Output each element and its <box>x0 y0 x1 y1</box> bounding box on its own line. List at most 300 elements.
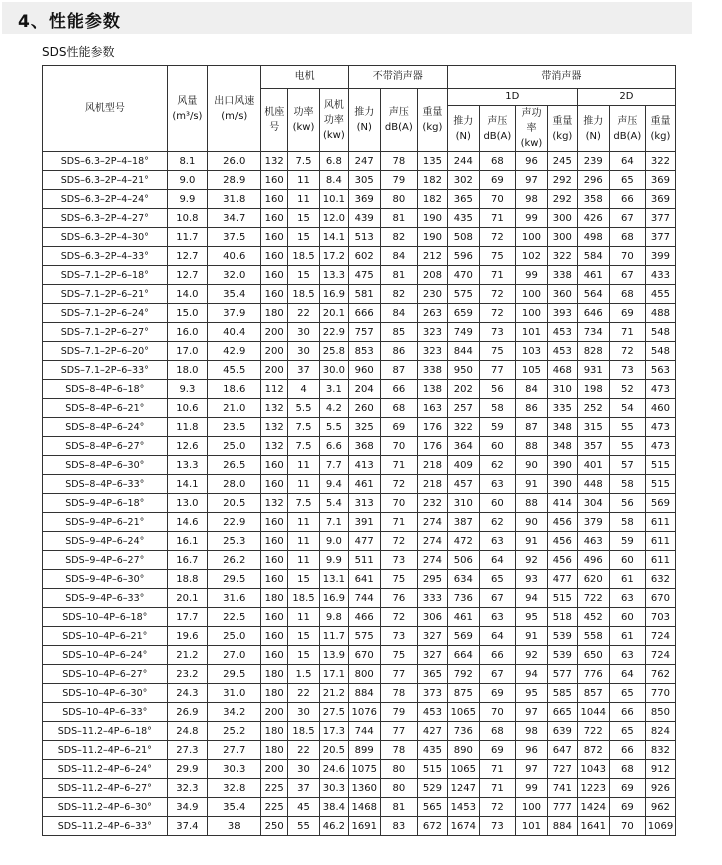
table-cell: 577 <box>547 665 577 684</box>
table-row <box>43 342 676 361</box>
table-cell: 68 <box>609 228 645 247</box>
table-cell: 11 <box>288 171 320 190</box>
table-cell: 17.1 <box>319 665 348 684</box>
model-cell: SDS–10–4P–6–24° <box>43 646 168 665</box>
table-cell: 724 <box>645 627 675 646</box>
table-cell: 727 <box>547 760 577 779</box>
table-cell: 97 <box>515 171 547 190</box>
table-cell: 160 <box>261 209 288 228</box>
table-cell: 180 <box>261 304 288 323</box>
table-cell: 24.3 <box>167 684 207 703</box>
table-cell: 70 <box>479 190 515 209</box>
header-1d-weight: 重量 (kg) <box>547 106 577 152</box>
table-cell: 632 <box>645 570 675 589</box>
table-cell: 14.6 <box>167 513 207 532</box>
table-cell: 5.5 <box>319 418 348 437</box>
table-cell: 452 <box>577 608 609 627</box>
table-cell: 611 <box>645 532 675 551</box>
table-cell: 92 <box>515 646 547 665</box>
table-cell: 87 <box>380 361 417 380</box>
table-cell: 1360 <box>348 779 380 798</box>
table-cell: 912 <box>645 760 675 779</box>
table-cell: 230 <box>417 285 447 304</box>
table-cell: 513 <box>348 228 380 247</box>
table-cell: 31.8 <box>208 190 261 209</box>
model-cell: SDS–11.2–4P–6–27° <box>43 779 168 798</box>
table-cell: 31.0 <box>208 684 261 703</box>
table-cell: 112 <box>261 380 288 399</box>
table-row <box>43 323 676 342</box>
table-cell: 926 <box>645 779 675 798</box>
table-cell: 322 <box>547 247 577 266</box>
table-cell: 56 <box>609 494 645 513</box>
table-cell: 180 <box>261 741 288 760</box>
table-cell: 369 <box>645 171 675 190</box>
table-cell: 71 <box>479 760 515 779</box>
table-cell: 672 <box>417 817 447 836</box>
table-cell: 7.7 <box>319 456 348 475</box>
table-cell: 218 <box>417 475 447 494</box>
table-cell: 373 <box>417 684 447 703</box>
table-cell: 496 <box>577 551 609 570</box>
model-cell: SDS–10–4P–6–18° <box>43 608 168 627</box>
model-cell: SDS–11.2–4P–6–21° <box>43 741 168 760</box>
table-cell: 11 <box>288 475 320 494</box>
table-cell: 66 <box>380 380 417 399</box>
table-cell: 70 <box>609 817 645 836</box>
table-cell: 72 <box>479 285 515 304</box>
table-cell: 190 <box>417 209 447 228</box>
table-cell: 10.6 <box>167 399 207 418</box>
table-cell: 456 <box>547 532 577 551</box>
header-power: 功率 (kw) <box>288 89 320 152</box>
table-cell: 263 <box>417 304 447 323</box>
table-cell: 132 <box>261 152 288 171</box>
model-cell: SDS–6.3–2P–4–27° <box>43 209 168 228</box>
table-cell: 92 <box>515 551 547 570</box>
table-cell: 45.5 <box>208 361 261 380</box>
table-cell: 377 <box>645 209 675 228</box>
table-cell: 1075 <box>348 760 380 779</box>
table-cell: 565 <box>417 798 447 817</box>
table-cell: 180 <box>261 722 288 741</box>
table-row <box>43 171 676 190</box>
table-cell: 323 <box>417 323 447 342</box>
table-cell: 8.4 <box>319 171 348 190</box>
table-cell: 91 <box>515 475 547 494</box>
table-cell: 69 <box>380 418 417 437</box>
table-cell: 198 <box>577 380 609 399</box>
table-cell: 1468 <box>348 798 380 817</box>
table-cell: 160 <box>261 247 288 266</box>
model-cell: SDS–8–4P–6–27° <box>43 437 168 456</box>
table-cell: 63 <box>609 646 645 665</box>
table-cell: 160 <box>261 456 288 475</box>
table-cell: 11 <box>288 190 320 209</box>
table-cell: 37.4 <box>167 817 207 836</box>
table-cell: 473 <box>645 380 675 399</box>
table-cell: 13.9 <box>319 646 348 665</box>
table-cell: 12.0 <box>319 209 348 228</box>
section-title: 4、性能参数 <box>18 12 121 32</box>
table-cell: 453 <box>547 323 577 342</box>
table-cell: 79 <box>380 171 417 190</box>
table-cell: 257 <box>447 399 479 418</box>
table-cell: 99 <box>515 266 547 285</box>
table-cell: 26.2 <box>208 551 261 570</box>
table-cell: 300 <box>547 228 577 247</box>
table-cell: 22 <box>288 304 320 323</box>
table-cell: 69 <box>609 304 645 323</box>
table-cell: 9.9 <box>167 190 207 209</box>
table-cell: 401 <box>577 456 609 475</box>
table-row <box>43 380 676 399</box>
table-cell: 160 <box>261 285 288 304</box>
table-cell: 518 <box>547 608 577 627</box>
table-cell: 736 <box>447 589 479 608</box>
table-cell: 71 <box>380 456 417 475</box>
table-cell: 10.1 <box>319 190 348 209</box>
table-cell: 17.0 <box>167 342 207 361</box>
table-cell: 470 <box>447 266 479 285</box>
table-cell: 66 <box>609 190 645 209</box>
model-cell: SDS–6.3–2P–4–33° <box>43 247 168 266</box>
table-cell: 3.1 <box>319 380 348 399</box>
table-cell: 58 <box>609 475 645 494</box>
table-cell: 1043 <box>577 760 609 779</box>
model-cell: SDS–9–4P–6–27° <box>43 551 168 570</box>
table-cell: 777 <box>547 798 577 817</box>
table-cell: 54 <box>609 399 645 418</box>
table-cell: 95 <box>515 684 547 703</box>
table-cell: 7.5 <box>288 152 320 171</box>
table-caption: SDS性能参数 <box>42 45 115 59</box>
table-cell: 468 <box>547 361 577 380</box>
table-cell: 14.1 <box>167 475 207 494</box>
table-cell: 368 <box>348 437 380 456</box>
header-2d-thrust: 推力 (N) <box>577 106 609 152</box>
table-cell: 358 <box>577 190 609 209</box>
performance-table <box>42 65 676 836</box>
table-cell: 463 <box>577 532 609 551</box>
table-cell: 72 <box>609 342 645 361</box>
table-cell: 1065 <box>447 760 479 779</box>
table-cell: 21.0 <box>208 399 261 418</box>
table-cell: 931 <box>577 361 609 380</box>
table-cell: 302 <box>447 171 479 190</box>
model-cell: SDS–9–4P–6–33° <box>43 589 168 608</box>
table-cell: 25.3 <box>208 532 261 551</box>
table-cell: 515 <box>645 475 675 494</box>
table-cell: 68 <box>609 285 645 304</box>
header-1d-sound-pressure: 声压 dB(A) <box>479 106 515 152</box>
table-cell: 59 <box>609 532 645 551</box>
header-airflow: 风量 (m³/s) <box>167 66 207 152</box>
table-cell: 456 <box>547 551 577 570</box>
model-cell: SDS–11.2–4P–6–18° <box>43 722 168 741</box>
table-cell: 548 <box>645 323 675 342</box>
table-cell: 27.7 <box>208 741 261 760</box>
table-cell: 296 <box>577 171 609 190</box>
table-cell: 28.9 <box>208 171 261 190</box>
header-motor: 电机 <box>261 66 348 89</box>
table-cell: 310 <box>547 380 577 399</box>
table-cell: 477 <box>348 532 380 551</box>
table-cell: 7.5 <box>288 437 320 456</box>
table-cell: 274 <box>417 532 447 551</box>
table-cell: 96 <box>515 152 547 171</box>
header-weight: 重量 (kg) <box>417 89 447 152</box>
table-cell: 69 <box>479 171 515 190</box>
table-cell: 884 <box>547 817 577 836</box>
table-cell: 950 <box>447 361 479 380</box>
table-cell: 639 <box>547 722 577 741</box>
table-cell: 20.1 <box>319 304 348 323</box>
table-cell: 335 <box>547 399 577 418</box>
table-cell: 1223 <box>577 779 609 798</box>
table-cell: 360 <box>547 285 577 304</box>
table-cell: 19.6 <box>167 627 207 646</box>
table-cell: 18.5 <box>288 589 320 608</box>
table-cell: 247 <box>348 152 380 171</box>
table-cell: 64 <box>609 665 645 684</box>
table-cell: 30 <box>288 760 320 779</box>
table-cell: 105 <box>515 361 547 380</box>
table-cell: 4 <box>288 380 320 399</box>
table-cell: 322 <box>645 152 675 171</box>
table-cell: 98 <box>515 722 547 741</box>
table-cell: 22.9 <box>319 323 348 342</box>
table-cell: 72 <box>479 304 515 323</box>
table-cell: 65 <box>609 684 645 703</box>
table-cell: 94 <box>515 589 547 608</box>
table-cell: 641 <box>348 570 380 589</box>
table-cell: 32.8 <box>208 779 261 798</box>
table-cell: 453 <box>547 342 577 361</box>
table-cell: 100 <box>515 304 547 323</box>
table-cell: 364 <box>447 437 479 456</box>
table-cell: 80 <box>380 190 417 209</box>
table-cell: 85 <box>380 323 417 342</box>
table-cell: 244 <box>447 152 479 171</box>
table-cell: 9.8 <box>319 608 348 627</box>
table-cell: 13.0 <box>167 494 207 513</box>
table-cell: 11 <box>288 456 320 475</box>
table-cell: 832 <box>645 741 675 760</box>
table-cell: 646 <box>577 304 609 323</box>
table-cell: 602 <box>348 247 380 266</box>
table-cell: 369 <box>348 190 380 209</box>
table-cell: 71 <box>479 779 515 798</box>
model-cell: SDS–11.2–4P–6–33° <box>43 817 168 836</box>
table-cell: 160 <box>261 171 288 190</box>
table-cell: 60 <box>609 551 645 570</box>
table-cell: 22.5 <box>208 608 261 627</box>
table-cell: 70 <box>380 494 417 513</box>
table-cell: 57 <box>609 456 645 475</box>
table-cell: 67 <box>479 665 515 684</box>
table-cell: 1044 <box>577 703 609 722</box>
table-cell: 100 <box>515 285 547 304</box>
table-cell: 12.6 <box>167 437 207 456</box>
table-cell: 461 <box>577 266 609 285</box>
table-cell: 65 <box>609 722 645 741</box>
table-cell: 67 <box>479 589 515 608</box>
section-header-bar <box>2 2 692 34</box>
table-cell: 160 <box>261 627 288 646</box>
table-cell: 68 <box>479 722 515 741</box>
table-cell: 792 <box>447 665 479 684</box>
table-cell: 69 <box>609 798 645 817</box>
table-cell: 333 <box>417 589 447 608</box>
table-cell: 64 <box>479 551 515 570</box>
table-cell: 1674 <box>447 817 479 836</box>
table-cell: 204 <box>348 380 380 399</box>
model-cell: SDS–10–4P–6–27° <box>43 665 168 684</box>
table-cell: 132 <box>261 494 288 513</box>
table-cell: 1247 <box>447 779 479 798</box>
model-cell: SDS–7.1–2P–6–24° <box>43 304 168 323</box>
table-cell: 61 <box>609 627 645 646</box>
table-row <box>43 570 676 589</box>
table-cell: 180 <box>261 665 288 684</box>
table-cell: 15 <box>288 627 320 646</box>
table-cell: 200 <box>261 703 288 722</box>
table-cell: 29.5 <box>208 570 261 589</box>
table-cell: 218 <box>417 456 447 475</box>
table-cell: 67 <box>609 209 645 228</box>
table-cell: 14.0 <box>167 285 207 304</box>
model-cell: SDS–6.3–2P–4–24° <box>43 190 168 209</box>
table-cell: 427 <box>417 722 447 741</box>
header-thrust: 推力 (N) <box>348 89 380 152</box>
table-cell: 78 <box>380 152 417 171</box>
table-cell: 414 <box>547 494 577 513</box>
table-cell: 160 <box>261 551 288 570</box>
table-cell: 762 <box>645 665 675 684</box>
table-cell: 25.0 <box>208 437 261 456</box>
table-cell: 292 <box>547 171 577 190</box>
model-cell: SDS–6.3–2P–4–21° <box>43 171 168 190</box>
table-cell: 15 <box>288 209 320 228</box>
table-row <box>43 760 676 779</box>
table-cell: 208 <box>417 266 447 285</box>
table-cell: 770 <box>645 684 675 703</box>
table-cell: 75 <box>479 247 515 266</box>
model-cell: SDS–9–4P–6–21° <box>43 513 168 532</box>
table-cell: 84 <box>515 380 547 399</box>
table-cell: 55 <box>609 418 645 437</box>
table-cell: 409 <box>447 456 479 475</box>
table-cell: 84 <box>380 304 417 323</box>
table-cell: 596 <box>447 247 479 266</box>
table-cell: 757 <box>348 323 380 342</box>
table-cell: 71 <box>609 323 645 342</box>
table-cell: 853 <box>348 342 380 361</box>
table-cell: 30.0 <box>319 361 348 380</box>
table-cell: 200 <box>261 323 288 342</box>
table-cell: 455 <box>645 285 675 304</box>
table-cell: 322 <box>447 418 479 437</box>
table-cell: 10.8 <box>167 209 207 228</box>
table-cell: 69 <box>479 741 515 760</box>
table-cell: 102 <box>515 247 547 266</box>
table-cell: 18.5 <box>288 285 320 304</box>
table-cell: 190 <box>417 228 447 247</box>
table-cell: 66 <box>609 741 645 760</box>
table-cell: 30 <box>288 323 320 342</box>
table-cell: 369 <box>645 190 675 209</box>
model-cell: SDS–7.1–2P–6–21° <box>43 285 168 304</box>
header-with-silencer: 带消声器 <box>447 66 675 89</box>
table-cell: 529 <box>417 779 447 798</box>
table-cell: 160 <box>261 513 288 532</box>
table-cell: 132 <box>261 418 288 437</box>
table-row <box>43 266 676 285</box>
table-cell: 30 <box>288 342 320 361</box>
table-cell: 80 <box>380 779 417 798</box>
table-cell: 666 <box>348 304 380 323</box>
table-cell: 569 <box>447 627 479 646</box>
table-cell: 16.9 <box>319 589 348 608</box>
table-cell: 569 <box>645 494 675 513</box>
table-cell: 722 <box>577 722 609 741</box>
table-cell: 744 <box>348 589 380 608</box>
table-cell: 62 <box>479 456 515 475</box>
table-row <box>43 798 676 817</box>
table-cell: 575 <box>447 285 479 304</box>
table-cell: 58 <box>479 399 515 418</box>
table-cell: 306 <box>417 608 447 627</box>
table-row <box>43 589 676 608</box>
table-cell: 45 <box>288 798 320 817</box>
model-cell: SDS–8–4P–6–30° <box>43 456 168 475</box>
table-cell: 295 <box>417 570 447 589</box>
table-cell: 379 <box>577 513 609 532</box>
table-cell: 22 <box>288 684 320 703</box>
table-cell: 37 <box>288 361 320 380</box>
table-row <box>43 418 676 437</box>
table-cell: 11.8 <box>167 418 207 437</box>
table-cell: 88 <box>515 494 547 513</box>
table-cell: 86 <box>380 342 417 361</box>
model-cell: SDS–7.1–2P–6–20° <box>43 342 168 361</box>
table-cell: 40.4 <box>208 323 261 342</box>
table-row <box>43 722 676 741</box>
table-cell: 34.2 <box>208 703 261 722</box>
table-cell: 72 <box>380 475 417 494</box>
table-cell: 245 <box>547 152 577 171</box>
table-cell: 850 <box>645 703 675 722</box>
table-cell: 722 <box>577 589 609 608</box>
table-cell: 435 <box>447 209 479 228</box>
table-cell: 1.5 <box>288 665 320 684</box>
table-row <box>43 741 676 760</box>
table-cell: 315 <box>577 418 609 437</box>
table-cell: 872 <box>577 741 609 760</box>
table-row <box>43 608 676 627</box>
header-1d-sound-power: 声功 率(kw) <box>515 106 547 152</box>
table-cell: 390 <box>547 456 577 475</box>
table-cell: 72 <box>380 608 417 627</box>
table-cell: 1069 <box>645 817 675 836</box>
table-cell: 1453 <box>447 798 479 817</box>
table-cell: 18.5 <box>288 247 320 266</box>
table-cell: 81 <box>380 209 417 228</box>
table-cell: 828 <box>577 342 609 361</box>
model-cell: SDS–7.1–2P–6–27° <box>43 323 168 342</box>
model-cell: SDS–6.3–2P–4–18° <box>43 152 168 171</box>
